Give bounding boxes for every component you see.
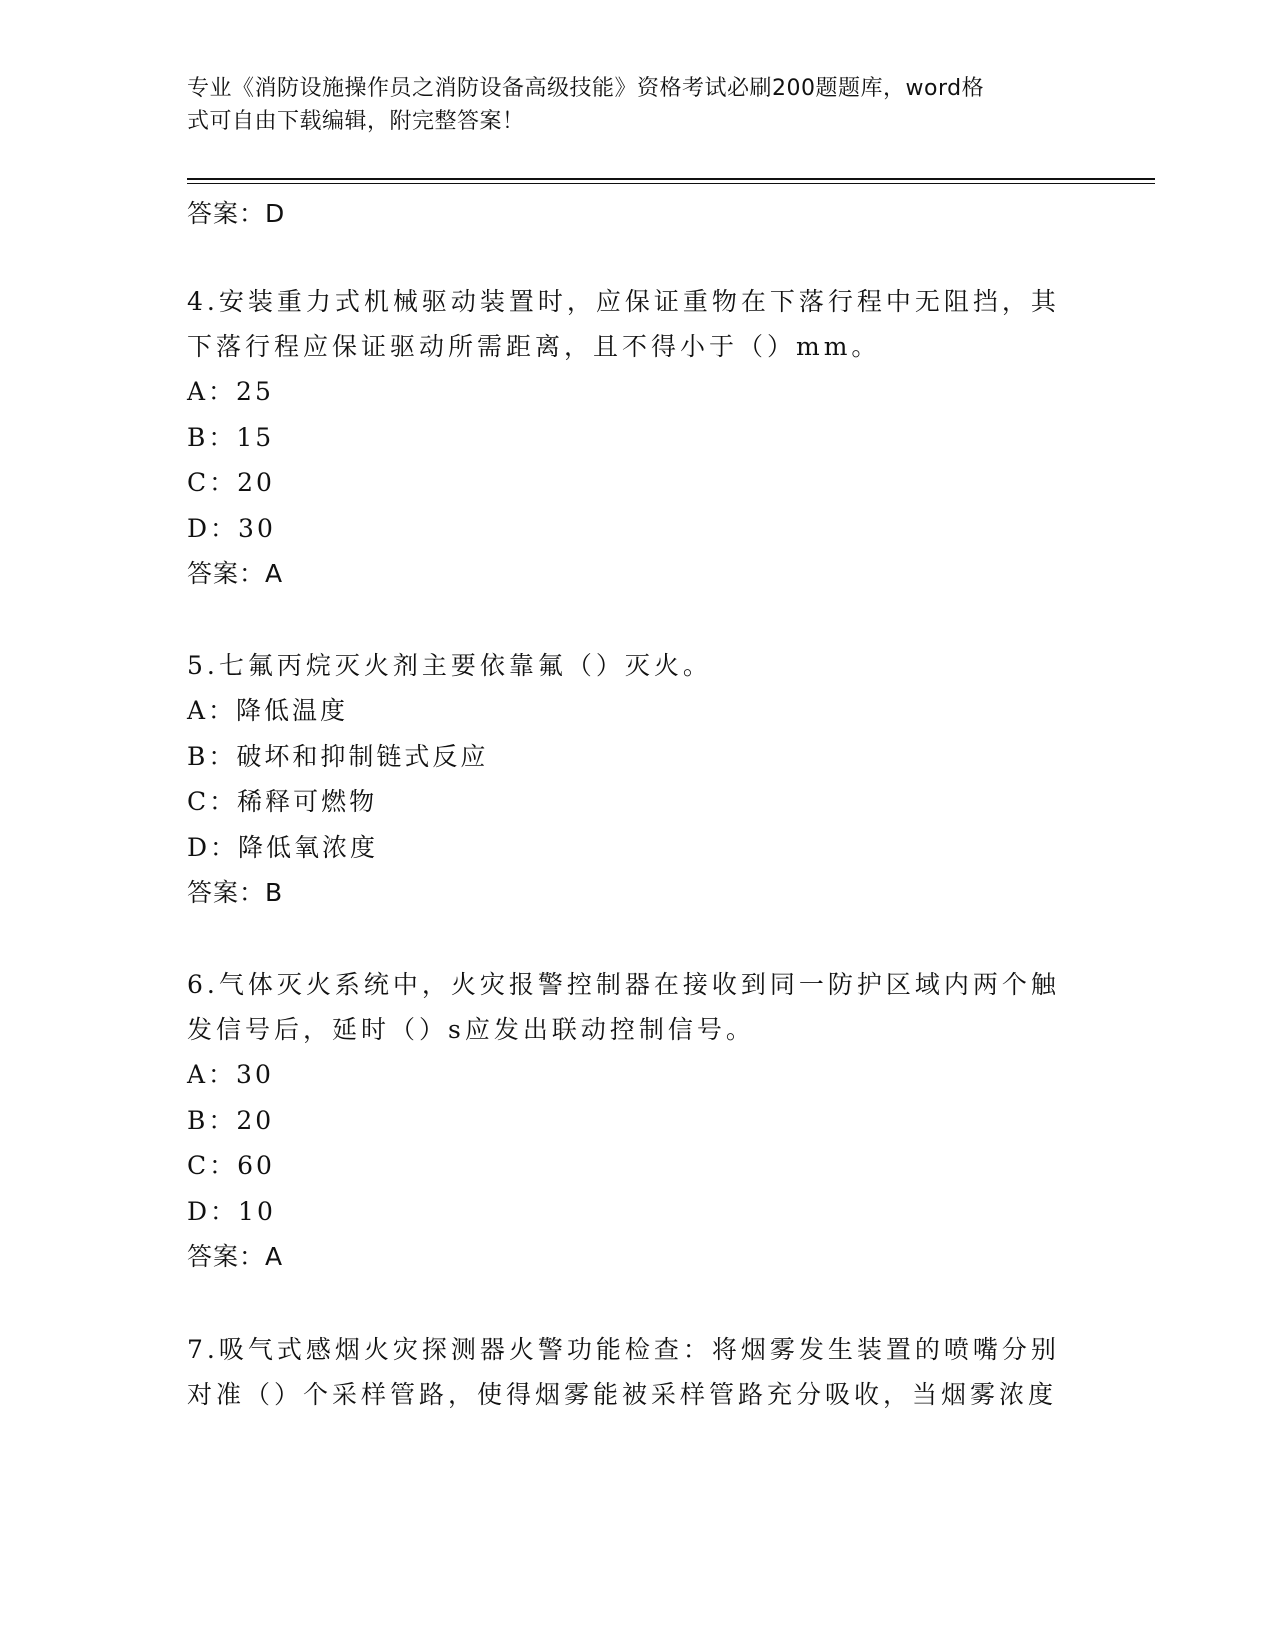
stem-line: 6.气体灭火系统中，火灾报警控制器在接收到同一防护区域内两个触 [187, 970, 1060, 999]
option-d: D：10 [187, 1196, 276, 1226]
option-c: C：20 [187, 468, 275, 497]
stem-line: 发信号后，延时（）s应发出联动控制信号。 [187, 1015, 755, 1044]
answer-label: 答案：B [187, 878, 284, 907]
header-line-1: 专业《消防设施操作员之消防设备高级技能》资格考试必刷200题题库，word格 [187, 76, 985, 101]
stem-line: 下落行程应保证驱动所需距离，且不得小于（）mm。 [187, 332, 881, 361]
option-d: D：30 [187, 513, 276, 543]
option-list [187, 688, 1067, 870]
question-4 [187, 279, 1067, 596]
stem-line: 7.吸气式感烟火灾探测器火警功能检查：将烟雾发生装置的喷嘴分别 [187, 1335, 1060, 1364]
answer-label: 答案：A [187, 559, 284, 588]
header-divider-thick [187, 178, 1155, 180]
question-stem [187, 279, 1067, 369]
prior-question-answer: 答案：D [187, 199, 286, 228]
question-stem [187, 643, 1067, 688]
option-a: A：降低温度 [187, 696, 349, 725]
option-a: A：30 [187, 1060, 274, 1089]
option-b: B：破坏和抑制链式反应 [187, 741, 489, 771]
stem-line: 对准（）个采样管路，使得烟雾能被采样管路充分吸收，当烟雾浓度 [187, 1380, 1058, 1409]
question-stem [187, 962, 1067, 1052]
option-b: B：15 [187, 422, 275, 452]
option-b: B：20 [187, 1105, 275, 1135]
option-d: D：降低氧浓度 [187, 832, 379, 862]
option-list [187, 369, 1067, 551]
option-list [187, 1052, 1067, 1234]
option-c: C：60 [187, 1151, 275, 1180]
option-a: A：25 [187, 377, 274, 406]
header-divider-thin [187, 183, 1155, 184]
stem-line: 5.七氟丙烷灭火剂主要依靠氟（）灭火。 [187, 651, 712, 680]
option-c: C：稀释可燃物 [187, 787, 378, 816]
question-6 [187, 962, 1067, 1279]
stem-line: 4.安装重力式机械驱动装置时，应保证重物在下落行程中无阻挡，其 [187, 287, 1060, 316]
header-line-2: 式可自由下载编辑，附完整答案！ [187, 109, 525, 134]
question-stem [187, 1327, 1067, 1417]
document-header [187, 72, 1067, 138]
question-5 [187, 643, 1067, 915]
answer-label: 答案：A [187, 1242, 284, 1271]
question-7 [187, 1327, 1067, 1417]
